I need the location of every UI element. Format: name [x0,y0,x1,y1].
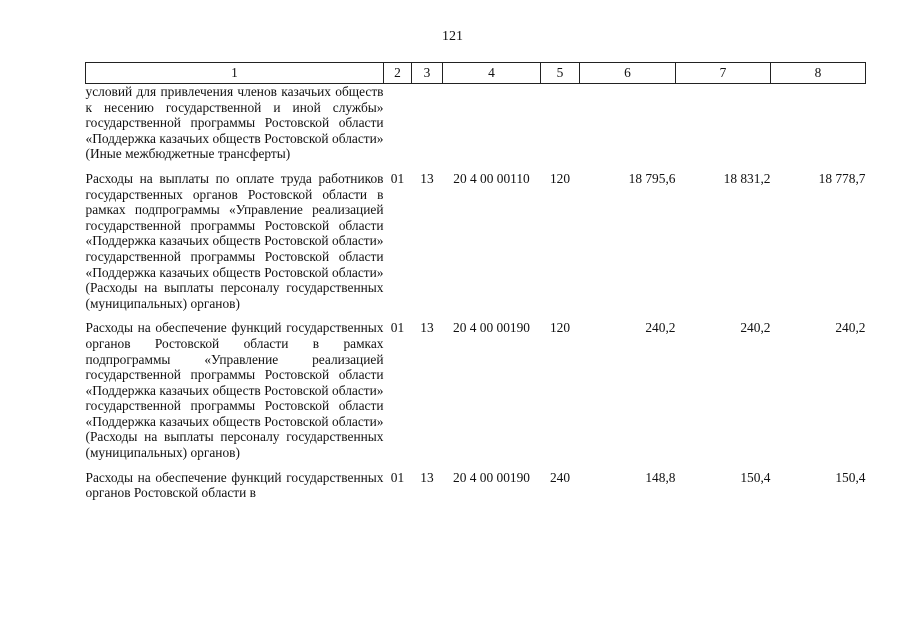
row-amount-col6 [580,84,676,162]
row-amount-col7 [676,84,771,162]
table-row [86,320,866,460]
table-row [86,171,866,311]
row-spacer [86,162,866,171]
row-subsection: 13 [420,170,434,186]
row-amount-col8: 18 778,7 [818,170,866,186]
row-amount-col6: 18 795,6 [628,170,676,186]
column-header-2: 2 [384,63,412,84]
row-expense-type: 120 [549,320,571,336]
row-expense-type: 120 [549,170,571,186]
row-description: Расходы на обеспечение функций государственных органов Ростовской области в рамках подпрограммы «Управление реализацией государственной программы Ростовской области «Поддержка казачьих обществ Ростовской области» государственной программы Ростовской области «Поддержка казачьих обществ Ростовской области» (Расходы на выплаты персоналу государственных (муниципальных) органов) [85,320,384,461]
row-amount-col6: 148,8 [645,469,676,485]
row-spacer [86,461,866,470]
column-header-4: 4 [443,63,541,84]
row-description: условий для привлечения членов казачьих обществ к несению государственной и иной службы» государственной программы Ростовской области «Поддержка казачьих обществ Ростовской области» (Иные межбюджетные трансферты) [85,84,384,162]
row-expense-type [541,84,580,162]
column-header-7: 7 [676,63,771,84]
row-amount-col7: 240,2 [740,320,771,336]
row-subsection: 13 [420,320,434,336]
row-description: Расходы на обеспечение функций государственных органов Ростовской области в [85,469,384,501]
row-amount-col8: 240,2 [835,320,866,336]
row-section: 01 [390,170,405,186]
page-number: 121 [442,29,463,44]
row-amount-col7: 150,4 [740,469,771,485]
column-header-5: 5 [541,63,580,84]
row-target-article [443,84,541,162]
row-section [384,84,412,162]
budget-table [85,62,866,501]
table-row [86,470,866,501]
row-section: 01 [390,469,405,485]
row-amount-col8: 150,4 [835,469,866,485]
row-amount-col8 [771,84,866,162]
row-target-article: 20 4 00 00110 [453,170,530,186]
row-target-article: 20 4 00 00190 [453,469,530,485]
row-section: 01 [390,320,405,336]
row-amount-col6: 240,2 [645,320,676,336]
row-subsection [412,84,443,162]
row-subsection: 13 [420,469,434,485]
column-header-6: 6 [580,63,676,84]
column-header-8: 8 [771,63,866,84]
column-header-3: 3 [412,63,443,84]
table-row [86,84,866,162]
row-spacer [86,311,866,320]
header-row [86,63,866,84]
row-description: Расходы на выплаты по оплате труда работников государственных органов Ростовской области в рамках подпрограммы «Управление реализацией государственной программы Ростовской области «Поддержка казачьих обществ Ростовской области» государственной программы Ростовской области «Поддержка казачьих обществ Ростовской области» (Расходы на выплаты персоналу государственных (муниципальных) органов) [85,170,384,311]
row-target-article: 20 4 00 00190 [453,320,530,336]
column-header-1: 1 [86,63,384,84]
row-expense-type: 240 [549,469,571,485]
row-amount-col7: 18 831,2 [723,170,771,186]
